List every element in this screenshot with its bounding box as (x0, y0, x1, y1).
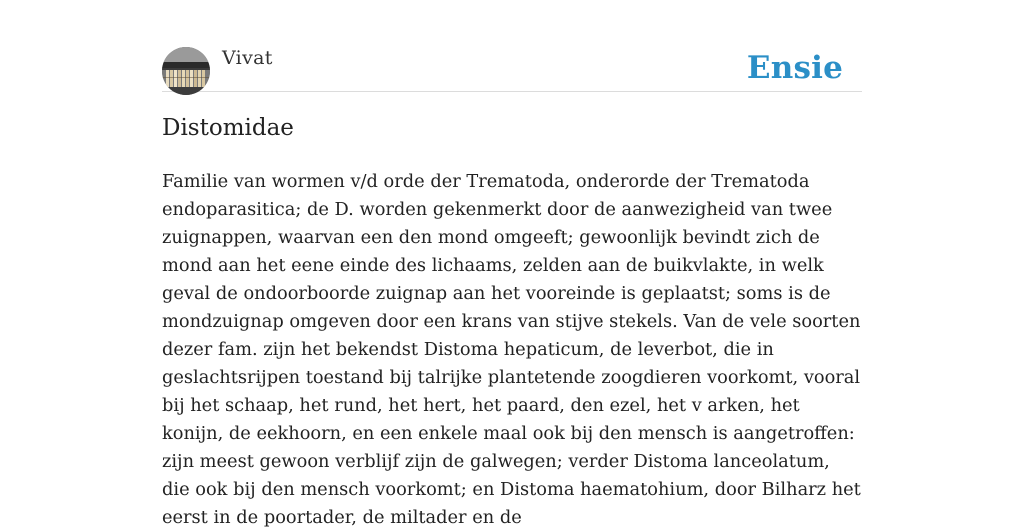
source-name-link[interactable]: Vivat (222, 47, 273, 69)
brand-logo[interactable]: Ensie (746, 50, 843, 86)
site-header (162, 44, 862, 92)
page-title: Distomidae (162, 115, 294, 141)
book-spines-icon[interactable] (162, 47, 210, 95)
article-body: Familie van wormen v/d orde der Trematoda, onderorde der Trematoda endoparasitica; de D. worden gekenmerkt door de aanwezigheid van twee zuignappen, waarvan een den mond omgeeft; gewoonlijk bevindt zich de mond aan het eene einde des lichaams, zelden aan de buikvlakte, in welk geval de ondoorboorde zuignap aan het vooreinde is geplaatst; soms is de mondzuignap omgeven door een krans van stijve stekels. Van de vele soorten dezer fam. zijn het bekendst Distoma hepaticum, de leverbot, die in geslachtsrijpen toestand bij talrijke plantetende zoogdieren voorkomt, vooral bij het schaap, het rund, het hert, het paard, den ezel, het v arken, het konijn, de eekhoorn, en een enkele maal ook bij den mensch is aangetroffen: zijn meest gewoon verblijf zijn de galwegen; verder Distoma lanceolatum, die ook bij den mensch voorkomt; en Distoma haematohium, door Bilharz het eerst in de poortader, de miltader en de (162, 171, 861, 528)
